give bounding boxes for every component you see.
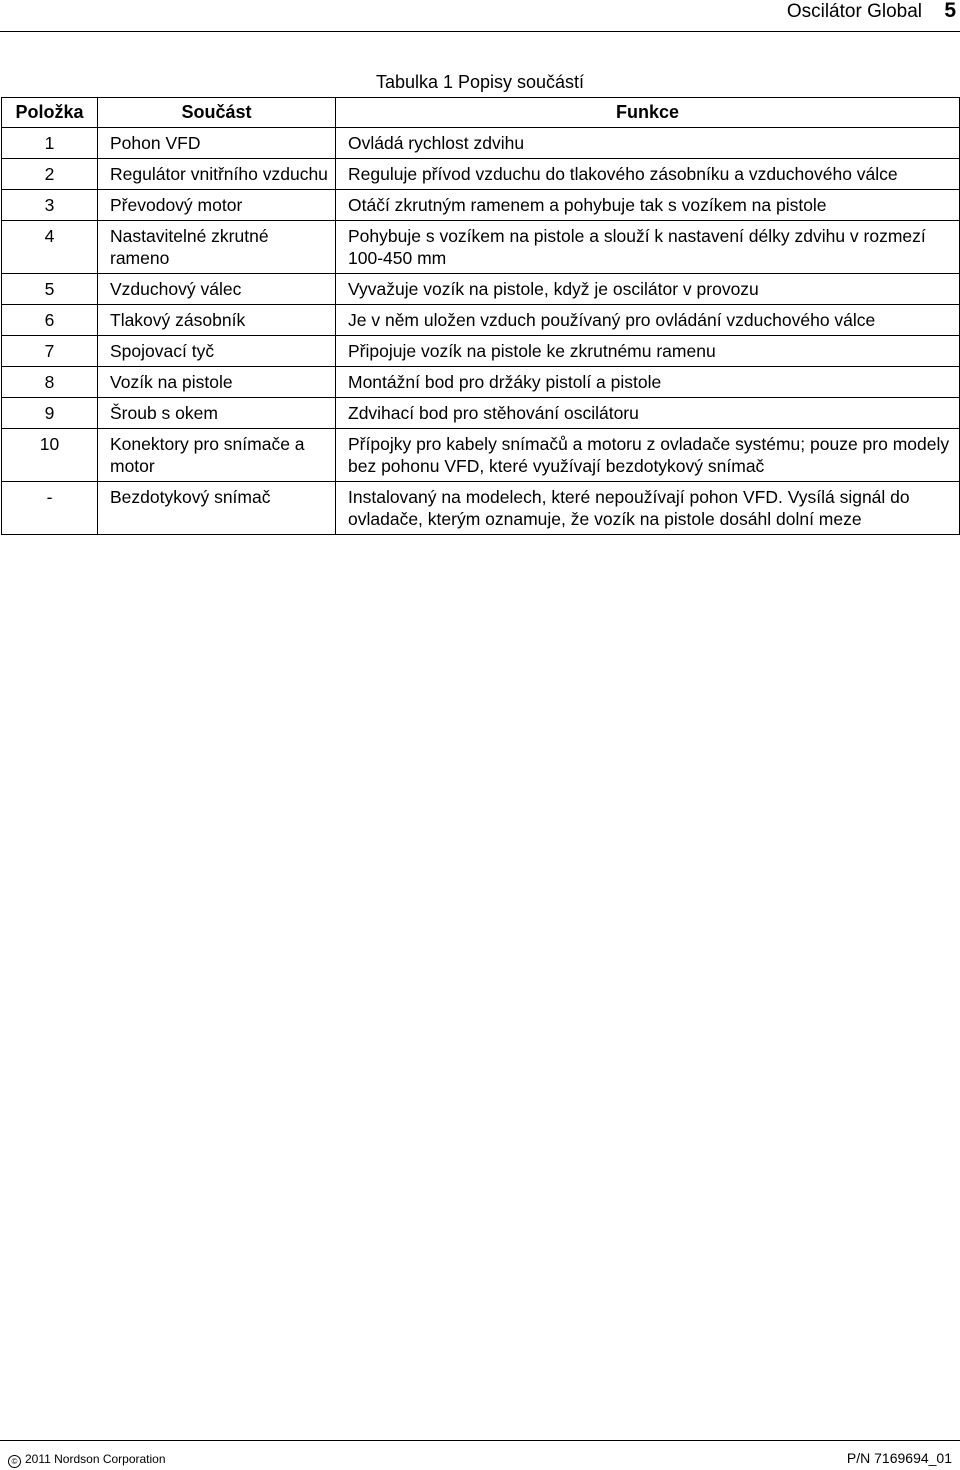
cell-function: Vyvažuje vozík na pistole, když je oscilátor v provozu xyxy=(336,274,960,305)
cell-item: 10 xyxy=(2,429,98,482)
cell-item: 2 xyxy=(2,159,98,190)
header-title: Oscilátor Global xyxy=(786,1,922,22)
cell-item: 6 xyxy=(2,305,98,336)
cell-item: 3 xyxy=(2,190,98,221)
cell-item: 1 xyxy=(2,128,98,159)
cell-function: Připojuje vozík na pistole ke zkrutnému ramenu xyxy=(336,336,960,367)
table-row xyxy=(2,305,960,336)
copyright-label: 2011 Nordson Corporation xyxy=(25,1452,166,1466)
header-item: Položka xyxy=(2,98,98,128)
header-part: Součást xyxy=(98,98,336,128)
page-header xyxy=(0,0,960,32)
cell-part: Regulátor vnitřního vzduchu xyxy=(98,159,336,190)
table-row xyxy=(2,274,960,305)
cell-part: Konektory pro snímače a motor xyxy=(98,429,336,482)
cell-function: Zdvihací bod pro stěhování oscilátoru xyxy=(336,398,960,429)
table-row xyxy=(2,221,960,274)
table-row xyxy=(2,159,960,190)
cell-item: 4 xyxy=(2,221,98,274)
table-row xyxy=(2,429,960,482)
cell-function: Přípojky pro kabely snímačů a motoru z ovladače systému; pouze pro modely bez pohonu VFD, které využívají bezdotykový snímač xyxy=(336,429,960,482)
page-footer xyxy=(0,1440,960,1470)
table-header-row xyxy=(2,98,960,128)
cell-part: Převodový motor xyxy=(98,190,336,221)
cell-item: 9 xyxy=(2,398,98,429)
cell-part: Spojovací tyč xyxy=(98,336,336,367)
cell-part: Vozík na pistole xyxy=(98,367,336,398)
cell-item: 8 xyxy=(2,367,98,398)
cell-part: Tlakový zásobník xyxy=(98,305,336,336)
cell-item: - xyxy=(2,482,98,535)
table-row xyxy=(2,367,960,398)
cell-function: Reguluje přívod vzduchu do tlakového zásobníku a vzduchového válce xyxy=(336,159,960,190)
component-description-table xyxy=(1,97,960,535)
cell-function: Pohybuje s vozíkem na pistole a slouží k nastavení délky zdvihu v rozmezí 100-450 mm xyxy=(336,221,960,274)
cell-function: Otáčí zkrutným ramenem a pohybuje tak s vozíkem na pistole xyxy=(336,190,960,221)
cell-function: Montážní bod pro držáky pistolí a pistole xyxy=(336,367,960,398)
cell-part: Pohon VFD xyxy=(98,128,336,159)
table-row xyxy=(2,336,960,367)
copyright-icon: © xyxy=(8,1455,21,1468)
cell-function: Ovládá rychlost zdvihu xyxy=(336,128,960,159)
page-number: 5 xyxy=(944,0,956,22)
table-caption: Tabulka 1 Popisy součástí xyxy=(375,72,585,92)
cell-part: Nastavitelné zkrutné rameno xyxy=(98,221,336,274)
table-row xyxy=(2,190,960,221)
table-row xyxy=(2,482,960,535)
cell-function: Je v něm uložen vzduch používaný pro ovládání vzduchového válce xyxy=(336,305,960,336)
table-row xyxy=(2,128,960,159)
part-number: P/N 7169694_01 xyxy=(846,1450,952,1466)
cell-part: Vzduchový válec xyxy=(98,274,336,305)
cell-item: 5 xyxy=(2,274,98,305)
cell-item: 7 xyxy=(2,336,98,367)
table-row xyxy=(2,398,960,429)
cell-part: Šroub s okem xyxy=(98,398,336,429)
cell-part: Bezdotykový snímač xyxy=(98,482,336,535)
header-function: Funkce xyxy=(336,98,960,128)
cell-function: Instalovaný na modelech, které nepoužívají pohon VFD. Vysílá signál do ovladače, kterým oznamuje, že vozík na pistole dosáhl dolní meze xyxy=(336,482,960,535)
copyright-text xyxy=(8,1451,166,1468)
